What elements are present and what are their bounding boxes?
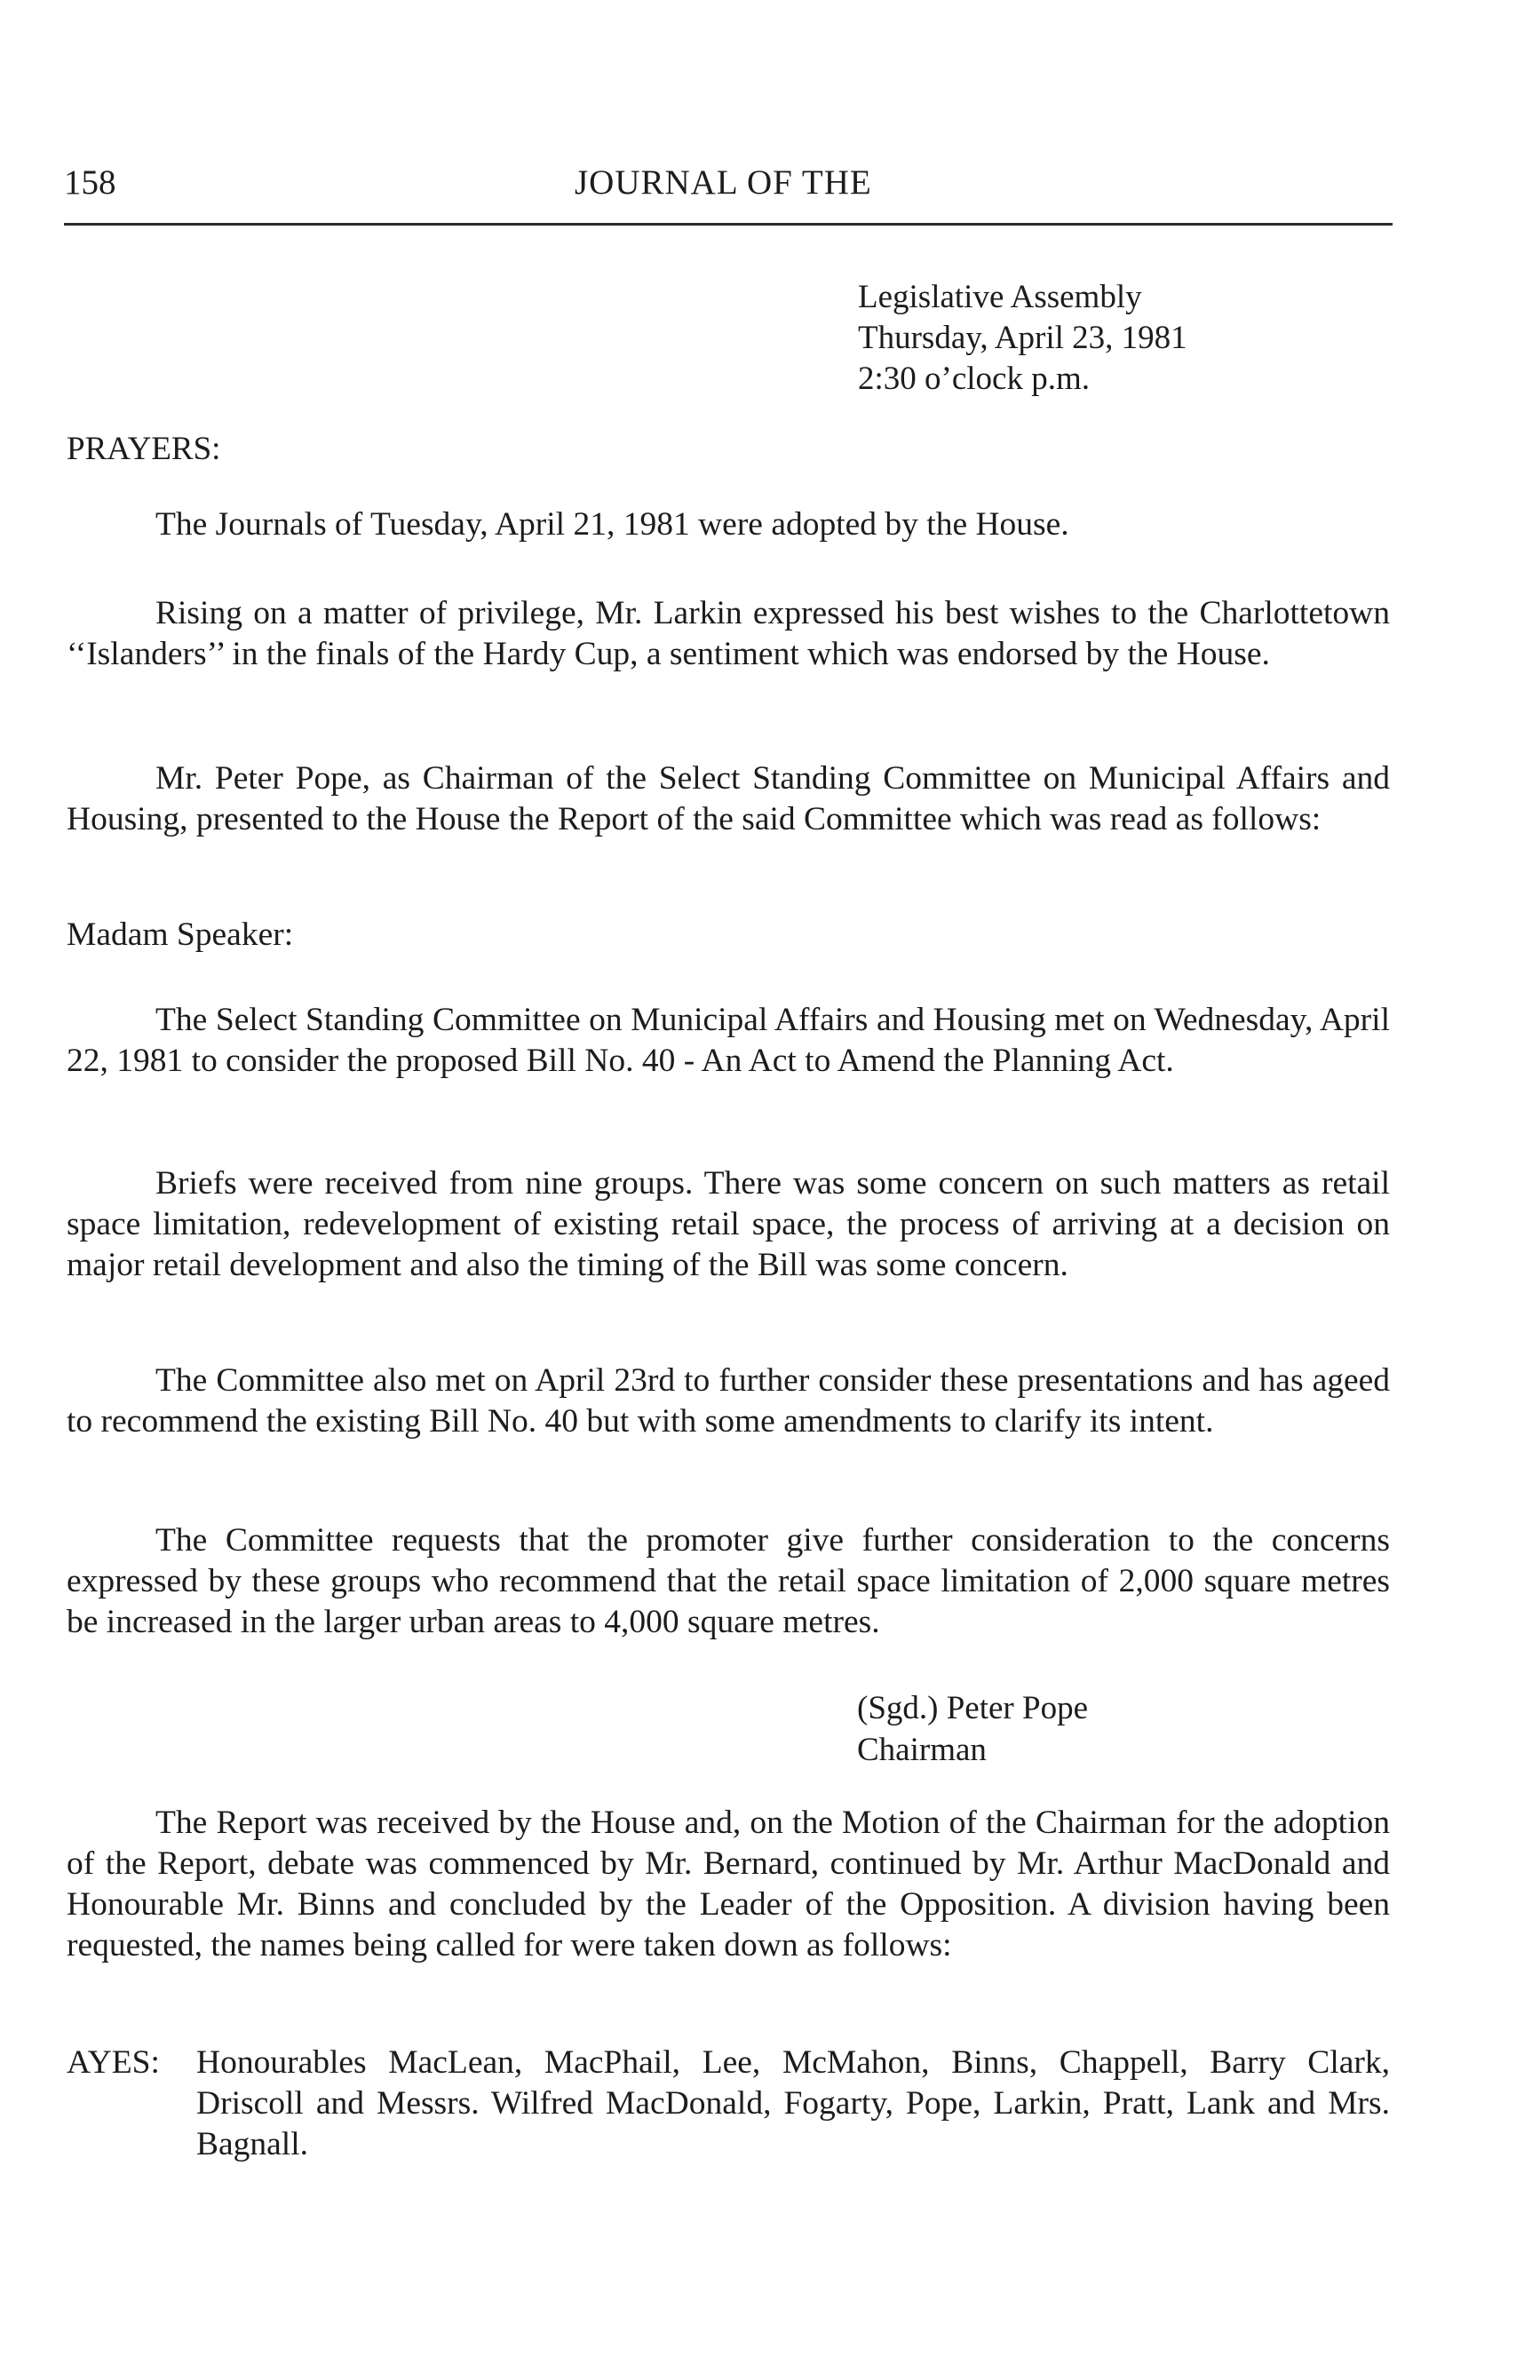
prayers-heading: PRAYERS: xyxy=(67,431,221,467)
paragraph-committee-met: The Select Standing Committee on Municipal Affairs and Housing met on Wednesday, April 22, 1981 to consider the proposed Bill No. 40 - An Act to Amend the Planning Act. xyxy=(67,1002,1390,1079)
signature-name: (Sgd.) Peter Pope xyxy=(857,1690,1088,1726)
dateline xyxy=(858,277,1187,400)
signature-block xyxy=(857,1687,1088,1771)
signature-title: Chairman xyxy=(857,1732,987,1768)
paragraph-requests: The Committee requests that the promoter give further consideration to the concerns expressed by these groups who recommend that the retail space limitation of 2,000 square metres be increased in the larger urban areas to 4,000 square metres. xyxy=(67,1522,1390,1640)
paragraph-report-received: The Report was received by the House and, on the Motion of the Chairman for the adoption of the Report, debate was commenced by Mr. Bernard, continued by Mr. Arthur MacDonald and Honourable Mr. Binns and concluded by the Leader of the Opposition. A division having been requested, the names being called for were taken down as follows: xyxy=(67,1805,1390,1964)
paragraph-journals: The Journals of Tuesday, April 21, 1981 were adopted by the House. xyxy=(155,506,1069,543)
paragraph-briefs: Briefs were received from nine groups. There was some concern on such matters as retail space limitation, redevelopment of existing retail space, the process of arriving at a decision on major retail development and also the timing of the Bill was some concern. xyxy=(67,1165,1390,1283)
header-rule xyxy=(64,223,1393,226)
ayes-names: Honourables MacLean, MacPhail, Lee, McMahon, Binns, Chappell, Barry Clark, Driscoll and Messrs. Wilfred MacDonald, Fogarty, Pope, Larkin, Pratt, Lank and Mrs. Bagnall. xyxy=(196,2044,1390,2162)
running-title: JOURNAL OF THE xyxy=(575,163,872,202)
paragraph-privilege: Rising on a matter of privilege, Mr. Larkin expressed his best wishes to the Charlottetown ‘‘Islanders’’ in the finals of the Hardy Cup, a sentiment which was endorsed by the House. xyxy=(67,595,1390,672)
page-header xyxy=(64,163,1393,216)
page-number: 158 xyxy=(64,163,116,202)
dateline-time: 2:30 o’clock p.m. xyxy=(858,361,1091,397)
paragraph-pope-report: Mr. Peter Pope, as Chairman of the Select Standing Committee on Municipal Affairs and Housing, presented to the House the Report of the said Committee which was read as follows: xyxy=(67,760,1390,837)
salutation: Madam Speaker: xyxy=(67,916,294,953)
paragraph-also-met: The Committee also met on April 23rd to further consider these presentations and has ageed to recommend the existing Bill No. 40 but with some amendments to clarify its intent. xyxy=(67,1362,1390,1440)
dateline-date: Thursday, April 23, 1981 xyxy=(858,320,1187,356)
dateline-assembly: Legislative Assembly xyxy=(858,279,1142,315)
ayes-label: AYES: xyxy=(67,2044,160,2081)
